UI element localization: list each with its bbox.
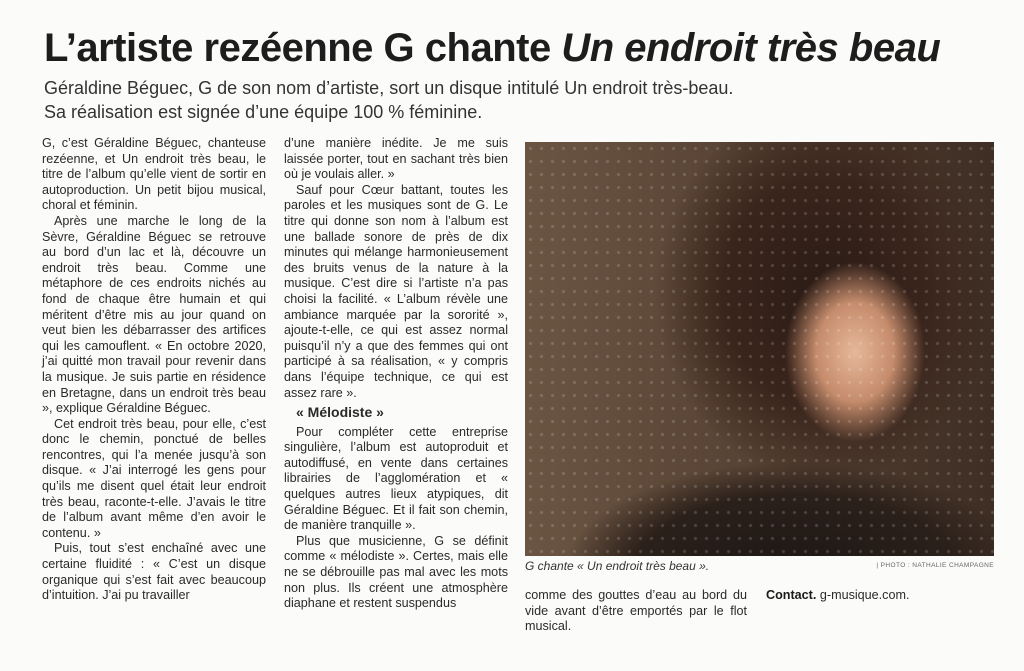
paragraph: Cet endroit très beau, pour elle, c’est donc le chemin, ponctué de belles rencontres, qui l’a menée jusqu’à son disque. « J’ai interrogé les gens pour qu’ils me disent quel était leur endroit très beau, raconte-t-elle. J’avais le titre de l’album avant même d’en avoir le contenu. » <box>42 416 266 540</box>
standfirst <box>44 76 1004 124</box>
article-column-2 <box>284 136 508 612</box>
standfirst-line-1: Géraldine Béguec, G de son nom d’artiste, sort un disque intitulé Un endroit très-beau. <box>44 78 734 98</box>
paragraph: Après une marche le long de la Sèvre, Géraldine Béguec se retrouve au bord d’un lac et là, découvre un endroit très beau. Comme une métaphore de ces endroits nichés au fond de chaque être humain et qui méritent d’être mis au jour quand on veut bien les débarrasser des artifices qui les camouflent. « En octobre 2020, j’ai quitté mon travail pour revenir dans la musique. Je suis partie en résidence en Bretagne, dans un endroit très beau », explique Géraldine Béguec. <box>42 213 266 416</box>
subheading: « Mélodiste » <box>296 404 384 421</box>
paragraph: comme des gouttes d’eau au bord du vide avant d’être emportés par le flot musical. <box>525 588 747 634</box>
photo-credit: | PHOTO : NATHALIE CHAMPAGNE <box>876 562 994 569</box>
headline-title: Un endroit très beau <box>561 26 941 70</box>
contact-line <box>766 588 992 604</box>
standfirst-line-2: Sa réalisation est signée d’une équipe 100 % féminine. <box>44 102 483 122</box>
contact-label: Contact. <box>766 588 817 602</box>
paragraph: d’une manière inédite. Je me suis laissée porter, tout en sachant très bien où je voulais aller. » <box>284 136 508 182</box>
portrait-photo <box>525 142 994 556</box>
paragraph: Pour compléter cette entreprise singulière, l’album est autoproduit et autodiffusé, en vente dans certaines librairies de l’agglomération et « quelques autres lieux atypiques, dit Géraldine Béguec. Et il fait son chemin, de manière tranquille ». <box>284 424 508 533</box>
headline-main: L’artiste rezéenne G chante <box>44 26 562 70</box>
article-column-3 <box>525 588 747 635</box>
paragraph: Sauf pour Cœur battant, toutes les paroles et les musiques sont de G. Le titre qui donne son nom à l’album est une ballade sonore de près de dix minutes qui mélange harmonieusement des bruits venus de la nature à la musique. C’est dire si l’artiste n’a pas choisi la facilité. « L’album révèle une ambiance marquée par la sororité », ajoute-t-elle, ce qui est assez normal puisqu’il n’y a que des femmes qui ont participé à sa réalisation, « y compris dans l’équipe technique, ce qui est assez rare ». <box>284 182 508 400</box>
paragraph: G, c’est Géraldine Béguec, chanteuse rezéenne, et Un endroit très beau, le titre de l’album qu’elle vient de sortir en autoproduction. Un petit bijou musical, choral et féminin. <box>42 136 266 213</box>
paragraph: Puis, tout s’est enchaîné avec une certaine fluidité : « C’est un disque organique qui s’est fait avec beaucoup d’intuition. J’ai pu travailler <box>42 541 266 603</box>
contact-website: g-musique.com. <box>816 588 910 602</box>
article-column-1 <box>42 136 266 604</box>
headline <box>44 24 1004 72</box>
paragraph: Plus que musicienne, G se définit comme « mélodiste ». Certes, mais elle ne se débrouille pas mal avec les mots non plus. Ils créent une atmosphère diaphane et restent suspendus <box>284 533 508 611</box>
photo-caption: G chante « Un endroit très beau ». <box>525 559 710 573</box>
